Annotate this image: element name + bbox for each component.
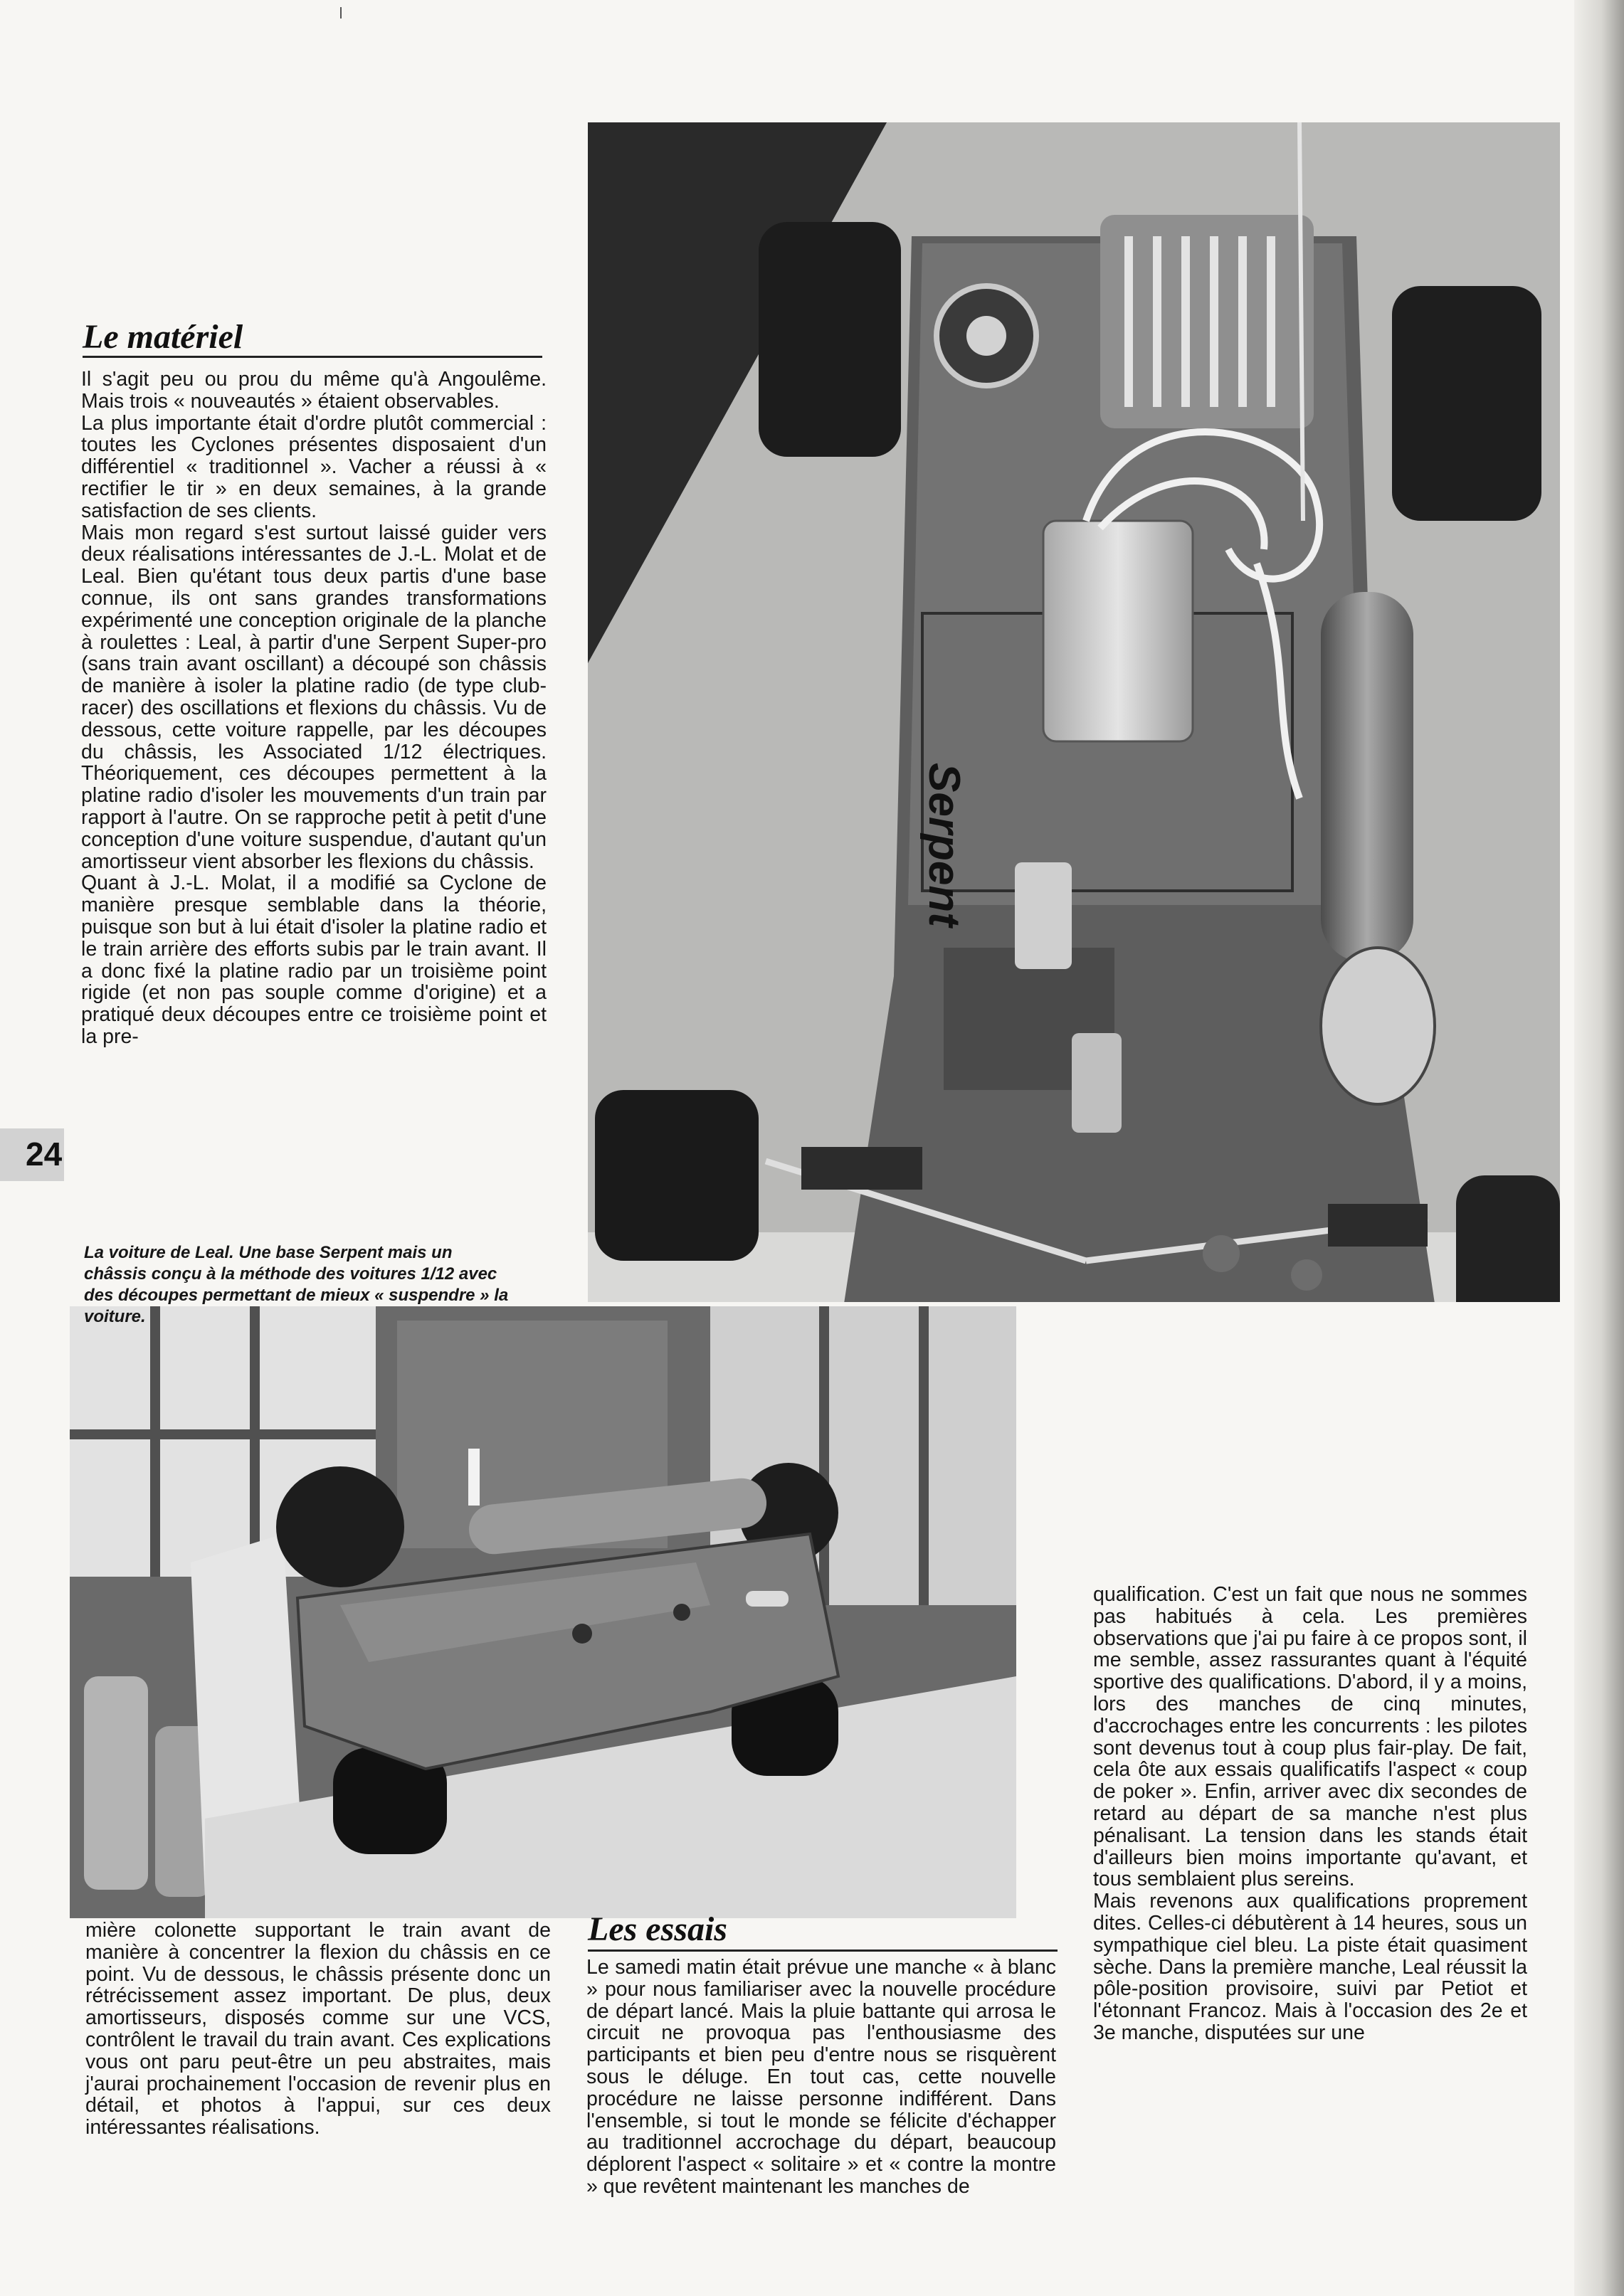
heading-underline (588, 1950, 1058, 1952)
print-mark (340, 7, 342, 18)
section-title-materiel: Le matériel (83, 318, 243, 356)
page-number: 24 (26, 1136, 63, 1173)
paragraph: Mais mon regard s'est surtout laissé guider vers deux réalisations intéressantes de J.-L. Molat et de Leal. Bien qu'étant tous deux partis d'une base connue, ils ont sans grandes transformations expérimenté une conception originale de la planche à roulettes : Leal, à partir d'une Serpent Super-pro (sans train avant oscillant) a découpé son châssis de manière à isoler la platine radio (de type club-racer) des oscillations et flexions du châssis. Vu de dessous, cette voiture rappelle, par les découpes du châssis, les Associated 1/12 électriques. Théoriquement, ces découpes permettent à la platine radio d'isoler les mouvements d'un train par rapport à l'autre. On se rapproche petit à petit d'une conception d'une voiture suspendue, d'autant qu'un amortisseur vient absorber les flexions du châssis. (81, 521, 547, 873)
materiel-column (81, 369, 547, 1048)
continuation-column (85, 1920, 551, 2139)
page-edge (1574, 0, 1624, 2296)
paragraph: mière colonette supportant le train avant de manière à concentrer la flexion du châssis en ce point. Vu de dessous, le châssis présente donc un rétrécissement assez important. De plus, deux amortisseurs, disposés comme sur une VCS, contrôlent le travail du train avant. Ces explications vous ont paru peut-être un peu abstraites, mais j'aurai prochainement l'occasion de revenir plus en détail, et photos à l'appui, sur ces deux intéressantes réalisations. (85, 1919, 551, 2139)
paragraph: La plus importante était d'ordre plutôt commercial : toutes les Cyclones présentes disposaient d'un différentiel « traditionnel ». Vacher a réussi à « rectifier le tir » en deux semaines, à la grande satisfaction de ses clients. (81, 411, 547, 522)
heading-underline (83, 356, 542, 358)
essais-right-column (1093, 1584, 1527, 2245)
serpent-decal: Serpent (919, 763, 969, 927)
paragraph: Le samedi matin était prévue une manche « à blanc » pour nous familiariser avec la nouvelle procédure de départ lancé. Mais la pluie battante qui arrosa le circuit ne provoqua pas l'enthousiasme des participants et bien peu d'entre nous se risquèrent sous le déluge. En tout cas, cette nouvelle procédure ne laisse personne indifférent. Dans l'ensemble, si tout le monde se félicite d'échapper au traditionnel accrochage du départ, beaucoup déplorent l'aspect « solitaire » et « contre la montre » que revêtent maintenant les manches de (586, 1957, 1056, 2198)
photo-caption: La voiture de Leal. Une base Serpent mais un châssis conçu à la méthode des voitures 1/12 avec des découpes permettant de mieux « suspendre » la voiture. (84, 1243, 509, 1326)
paragraph: Mais revenons aux qualifications proprement dites. Celles-ci débutèrent à 14 heures, sous un sympathique ciel bleu. La piste était quasiment sèche. Dans la première manche, Leal réussit la pôle-position provisoire, suivi par Petiot et l'étonnant Francoz. Mais à l'occasion des 2e et 3e manche, disputées sur une (1093, 1890, 1527, 2044)
essais-flow (586, 1957, 1056, 2263)
paragraph: qualification. C'est un fait que nous ne sommes pas habitués à cela. Les premières observations que j'ai pu faire à ce propos sont, il me semble, assez rassurantes quant à l'équité sportive des qualifications. D'abord, il y a moins, lors des manches de cinq minutes, d'accrochages entre les concurrents : les pilotes sont devenus tout à coup plus fair-play. De fait, cela ôte aux essais qualificatifs l'aspect « coup de poker ». Enfin, arriver avec dix secondes de retard au départ de sa manche n'est plus pénalisant. La tension dans les stands était d'ailleurs bien moins importante qu'avant, et tous semblaient plus sereins. (1093, 1584, 1527, 1891)
photo-molat-car (70, 1306, 1016, 1918)
paragraph: Il s'agit peu ou prou du même qu'à Angoulême. Mais trois « nouveautés » étaient observables. (81, 368, 547, 413)
paragraph: Quant à J.-L. Molat, il a modifié sa Cyclone de manière presque semblable dans la théorie, puisque son but à lui était d'isoler la platine radio et le train arrière des efforts subis par le train avant. Il a donc fixé la platine radio par un troisième point rigide (et non pas souple comme d'origine) et a pratiqué deux découpes entre ce troisième point et la pre- (81, 872, 547, 1048)
photo-serpent-chassis (588, 122, 1560, 1302)
section-title-essais: Les essais (588, 1910, 727, 1948)
